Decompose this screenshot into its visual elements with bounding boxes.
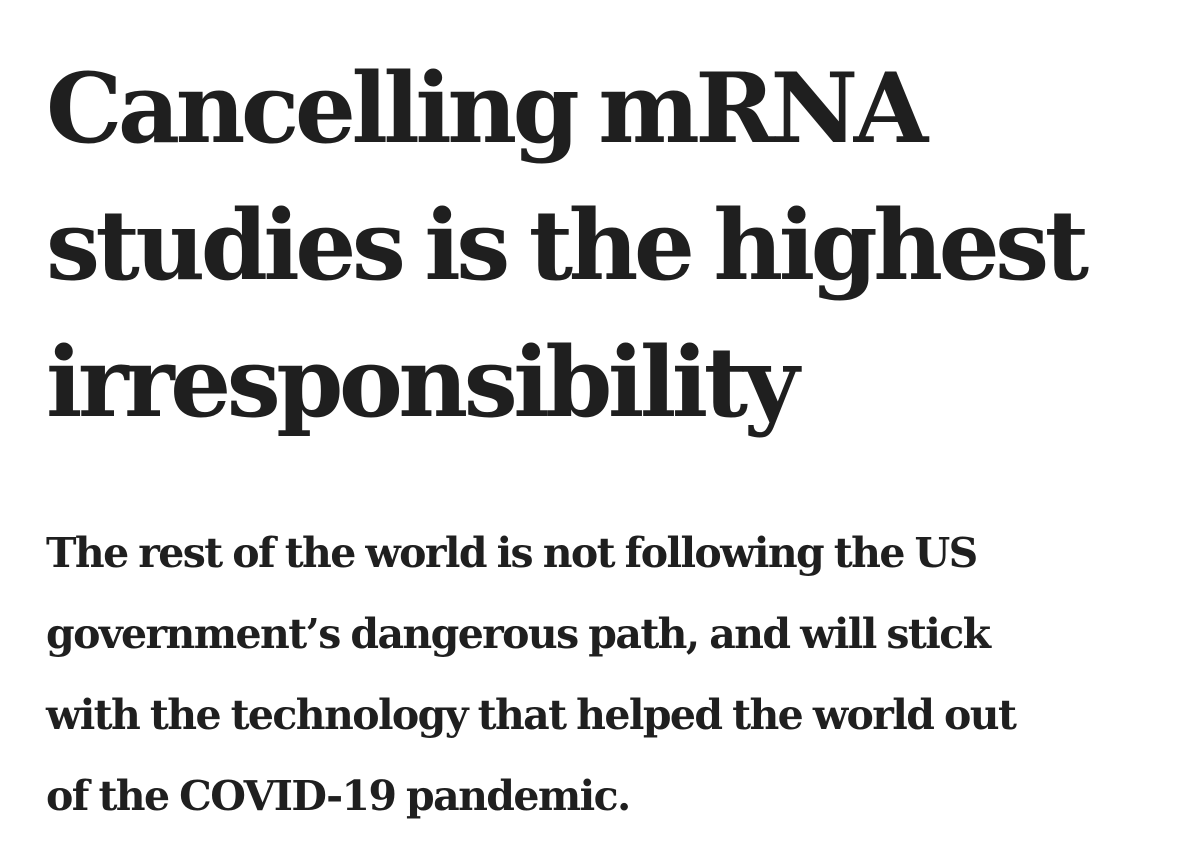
standfirst	[46, 513, 1166, 837]
article-header	[46, 0, 1166, 837]
standfirst-line: with the technology that helped the world out	[46, 691, 1016, 739]
headline-line: irresponsibility	[46, 326, 795, 439]
headline-line: studies is the highest	[46, 189, 1085, 302]
headline-line: Cancelling mRNA	[46, 52, 924, 165]
standfirst-line: The rest of the world is not following the US	[46, 529, 977, 577]
standfirst-line: of the COVID-19 pandemic.	[46, 772, 630, 820]
standfirst-line: government’s dangerous path, and will stick	[46, 610, 990, 658]
headline	[46, 0, 1166, 451]
